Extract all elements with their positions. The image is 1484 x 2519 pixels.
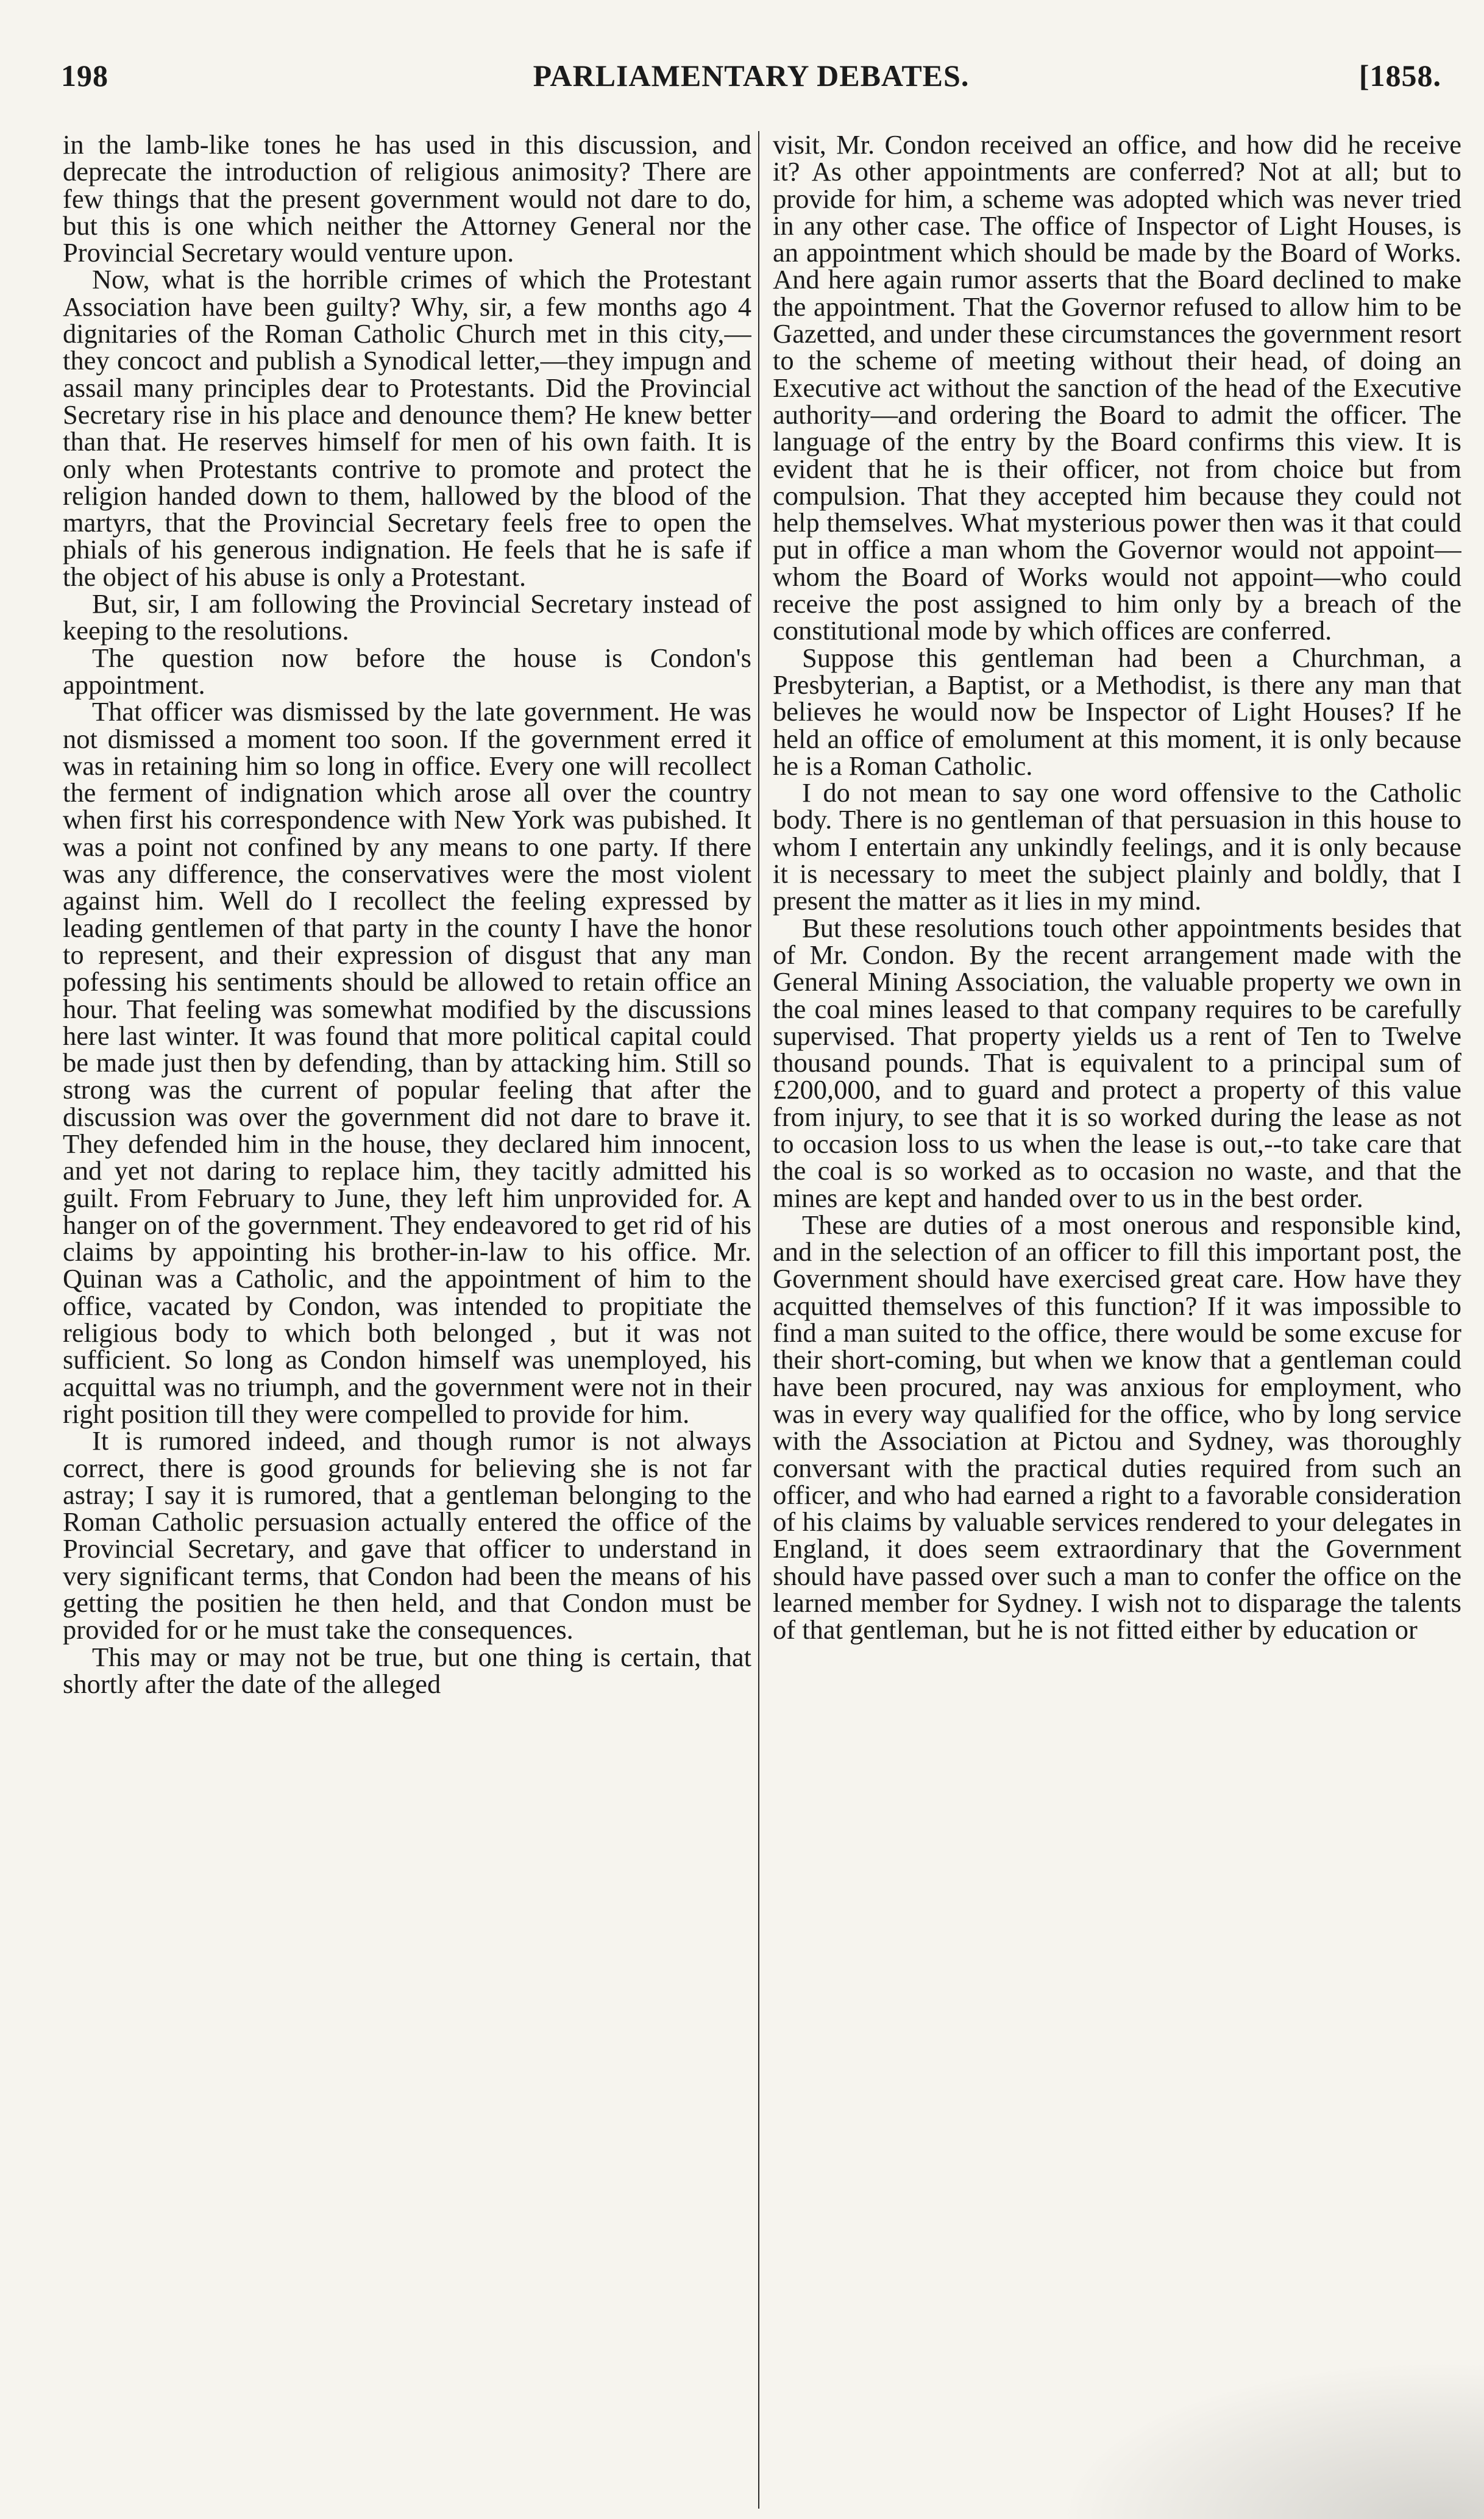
paragraph: It is rumored indeed, and though rumor is not always correct, there is good grounds for believing she is not far astray; I say it is rumored, that a gentleman belonging to the Roman Catholic persuasion actually entered the office of the Provincial Secretary, and gave that officer to understand in very significant terms, that Condon had been the means of his getting the positien he then held, and that Condon must be provided for or he must take the consequences. <box>63 1425 751 1645</box>
paragraph: visit, Mr. Condon received an office, and how did he receive it? As other appointments are conferred? Not at all; but to provide for him, a scheme was adopted which was never tried in any other case. The office of Inspector of Light Houses, is an appointment which should be made by the Board of Works. And here again rumor asserts that the Board declined to make the appointment. That the Governor refused to allow him to be Gazetted, and under these circumstances the government resort to the scheme of meeting without their head, of doing an Executive act without the sanction of the head of the Executive authority—and ordering the Board to admit the officer. The language of the entry by the Board confirms this view. It is evident that he is their officer, not from choice but from compulsion. That they accepted him because they could not help themselves. What mysterious power then was it that could put in office a man whom the Governor would not appoint—whom the Board of Works would not appoint—who could receive the post assigned to him only by a breach of the constitutional mode by which offices are conferred. <box>773 131 1461 646</box>
paragraph: This may or may not be true, but one thing is certain, that shortly after the date of the alleged <box>63 1641 751 1699</box>
paragraph: Suppose this gentleman had been a Churchman, a Presbyterian, a Baptist, or a Methodist, is there any man that believes he would now be Inspector of Light Houses? If he held an office of emolument at this moment, it is only because he is a Roman Catholic. <box>773 642 1461 781</box>
right-column <box>773 131 1461 2509</box>
left-column <box>63 131 751 2509</box>
year-mark: [1858. <box>1358 59 1441 93</box>
column-divider <box>758 131 759 2509</box>
paragraph: Now, what is the horrible crimes of which the Protestant Association have been guilty? Why, sir, a few months ago 4 dignitaries of the Roman Catholic Church met in this city,—they concoct and publish a Synodical letter,—they impugn and assail many principles dear to Protestants. Did the Provincial Secretary rise in his place and denounce them? He knew better than that. He reserves himself for men of his own faith. It is only when Protestants contrive to promote and protect the religion handed down to them, hallowed by the blood of the martyrs, that the Provincial Secretary feels free to open the phials of his generous indignation. He feels that he is safe if the object of his abuse is only a Protestant. <box>63 264 751 592</box>
paragraph: That officer was dismissed by the late government. He was not dismissed a moment too soon. If the government erred it was in retaining him so long in office. Every one will recollect the ferment of indignation which arose all over the country when first his correspondence with New York was pubished. It was a point not confined by any means to one party. If there was any difference, the conservatives were the most violent against him. Well do I recollect the feeling expressed by leading gentlemen of that party in the county I have the honor to represent, and their expression of disgust that any man pofessing his sentiments should be allowed to retain office an hour. That feeling was somewhat modified by the discussions here last winter. It was found that more political capital could be made just then by defending, than by attacking him. Still so strong was the current of popular feeling that after the discussion was over the government did not dare to brave it. They defended him in the house, they declared him innocent, and yet not daring to replace him, they tacitly admitted his guilt. From February to June, they left him unprovided for. A hanger on of the government. They endeavored to get rid of his claims by appointing his brother-in-law to his office. Mr. Quinan was a Catholic, and the appointment of him to the office, vacated by Condon, was intended to propitiate the religious body to which both belonged , but it was not sufficient. So long as Condon himself was unemployed, his acquittal was no triumph, and the government were not in their right position till they were compelled to provide for him. <box>63 696 751 1429</box>
running-title: PARLIAMENTARY DEBATES. <box>533 59 970 93</box>
paragraph: The question now before the house is Condon's appointment. <box>63 642 751 700</box>
page-number: 198 <box>61 59 108 93</box>
paragraph: in the lamb-like tones he has used in this discussion, and deprecate the introduction of religious animosity? There are few things that the present government would not dare to do, but this is one which neither the Attorney General nor the Provincial Secretary would venture upon. <box>63 131 751 268</box>
paragraph: But these resolutions touch other appointments besides that of Mr. Condon. By the recent arrangement made with the General Mining Association, the valuable property we own in the coal mines leased to that company requires to be carefully supervised. That property yields us a rent of Ten to Twelve thousand pounds. That is equivalent to a principal sum of £200,000, and to guard and protect a property of this value from injury, to see that it is so worked during the lease as not to occasion loss to us when the lease is out,--to take care that the coal is so worked as to occasion no waste, and that the mines are kept and handed over to us in the best order. <box>773 912 1461 1213</box>
page-header <box>61 58 1441 101</box>
paragraph: I do not mean to say one word offensive to the Catholic body. There is no gentleman of that persuasion in this house to whom I entertain any unkindly feelings, and it is only because it is necessary to meet the subject plainly and boldly, that I present the matter as it lies in my mind. <box>773 777 1461 916</box>
paragraph: These are duties of a most onerous and responsible kind, and in the selection of an officer to fill this important post, the Government should have exercised great care. How have they acquitted themselves of this function? If it was impossible to find a man suited to the office, there would be some excuse for their short-coming, but when we know that a gentleman could have been procured, nay was anxious for employment, who was in every way qualified for the office, who by long service with the Association at Pictou and Sydney, was thoroughly conversant with the practical duties required from such an officer, and who had earned a right to a favorable consideration of his claims by valuable services rendered to your delegates in England, it does seem extraordinary that the Government should have passed over such a man to confer the office on the learned member for Sydney. I wish not to disparage the talents of that gentleman, but he is not fitted either by education or <box>773 1209 1461 1645</box>
paragraph: But, sir, I am following the Provincial Secretary instead of keeping to the resolutions. <box>63 588 751 646</box>
